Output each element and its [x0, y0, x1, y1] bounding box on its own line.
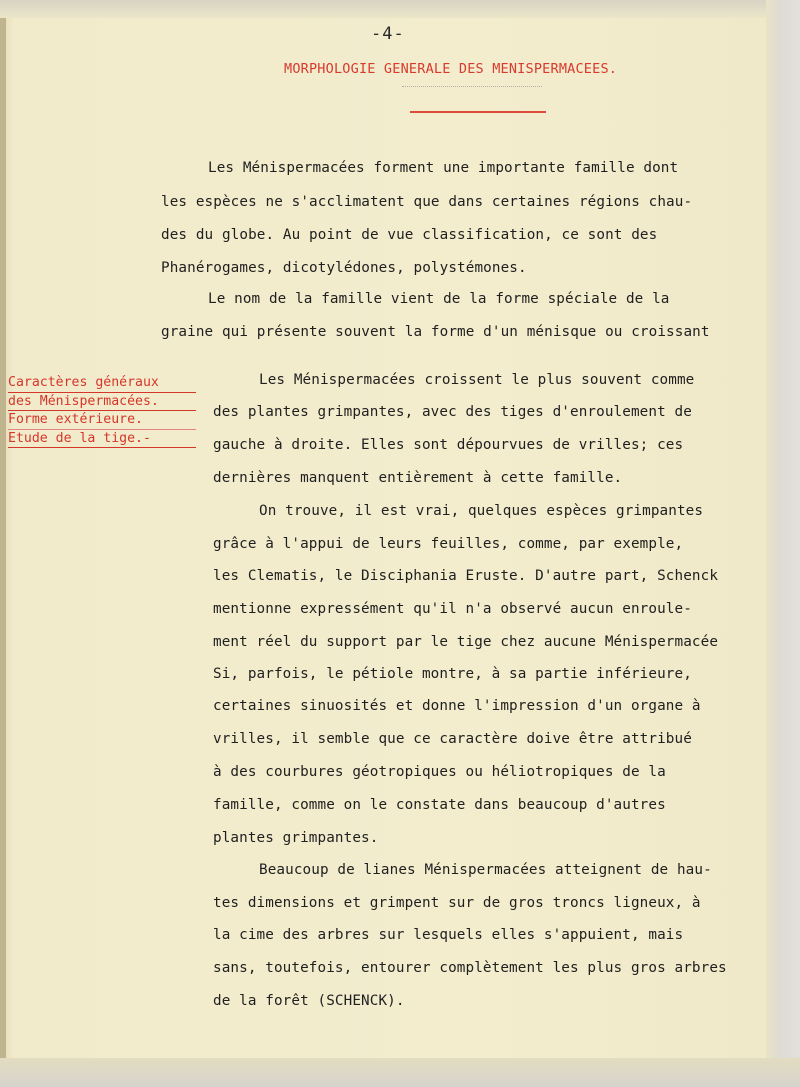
margin-note — [8, 374, 196, 448]
text-line: famille, comme on le constate dans beaucoup d'autres — [213, 797, 666, 813]
text-line: graine qui présente souvent la forme d'un ménisque ou croissant — [161, 324, 710, 340]
text-line: Si, parfois, le pétiole montre, à sa partie inférieure, — [213, 666, 692, 682]
text-line: Les Ménispermacées forment une importante famille dont — [208, 160, 679, 176]
text-line: sans, toutefois, entourer complètement les plus gros arbres — [213, 960, 727, 976]
text-line: dernières manquent entièrement à cette famille. — [213, 470, 623, 486]
text-line: Le nom de la famille vient de la forme spéciale de la — [208, 291, 670, 307]
text-line: de la forêt (SCHENCK). — [213, 993, 405, 1009]
text-line: les espèces ne s'acclimatent que dans certaines régions chau- — [161, 194, 693, 210]
text-line: les Clematis, le Disciphania Eruste. D'autre part, Schenck — [213, 568, 719, 584]
text-line: tes dimensions et grimpent sur de gros troncs ligneux, à — [213, 895, 701, 911]
top-page-edge — [0, 0, 800, 18]
text-line: la cime des arbres sur lesquels elles s'appuient, mais — [213, 927, 684, 943]
text-line: Phanérogames, dicotylédones, polystémones. — [161, 260, 527, 276]
text-line: à des courbures géotropiques ou héliotropiques de la — [213, 764, 666, 780]
right-page-edge — [766, 0, 800, 1087]
text-line: gauche à droite. Elles sont dépourvues de vrilles; ces — [213, 437, 684, 453]
page-title: MORPHOLOGIE GENERALE DES MENISPERMACEES. — [284, 61, 618, 77]
text-line: On trouve, il est vrai, quelques espèces grimpantes — [259, 503, 704, 519]
margin-note-line: des Ménispermacées. — [8, 393, 196, 412]
bottom-page-edge — [0, 1058, 800, 1087]
margin-note-line: Forme extérieure. — [8, 411, 196, 430]
margin-note-line: Etude de la tige.- — [8, 430, 196, 449]
text-line: vrilles, il semble que ce caractère doive être attribué — [213, 731, 692, 747]
text-line: certaines sinuosités et donne l'impression d'un organe à — [213, 698, 701, 714]
text-line: plantes grimpantes. — [213, 830, 379, 846]
title-dotted-mark — [402, 86, 542, 87]
margin-note-line: Caractères généraux — [8, 374, 196, 393]
text-line: Beaucoup de lianes Ménispermacées atteignent de hau- — [259, 862, 712, 878]
title-underline — [410, 111, 546, 113]
text-line: des plantes grimpantes, avec des tiges d'enroulement de — [213, 404, 692, 420]
text-line: ment réel du support par le tige chez aucune Ménispermacée — [213, 634, 719, 650]
text-line: des du globe. Au point de vue classification, ce sont des — [161, 227, 658, 243]
page-number: -4- — [371, 24, 405, 44]
text-line: mentionne expressément qu'il n'a observé aucun enroule- — [213, 601, 692, 617]
binding-gutter — [0, 0, 6, 1087]
text-line: grâce à l'appui de leurs feuilles, comme, par exemple, — [213, 536, 684, 552]
text-line: Les Ménispermacées croissent le plus souvent comme — [259, 372, 695, 388]
